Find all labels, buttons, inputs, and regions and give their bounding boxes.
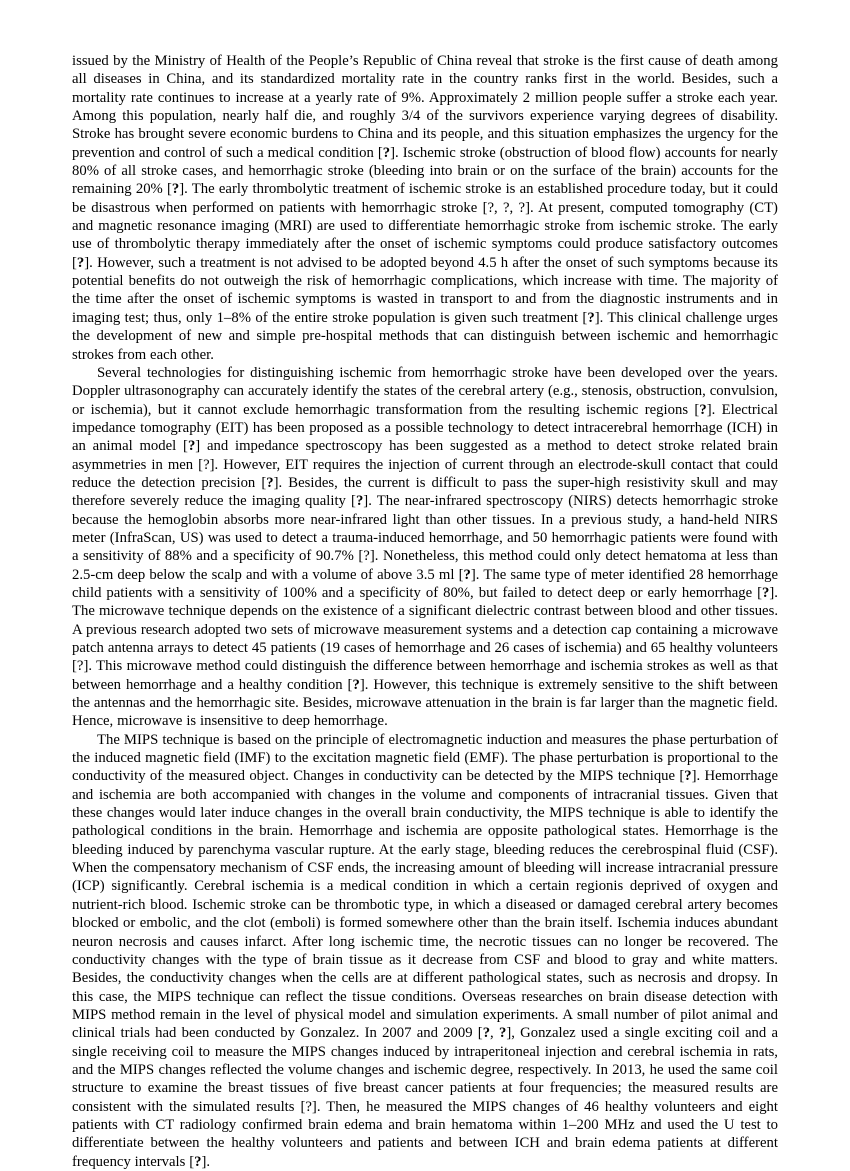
paragraph-2: Several technologies for distinguishing ischemic from hemorrhagic stroke have been developed over the years. Doppler ultrasonography can accurately identify the states of the cerebral artery (e.g., stenosis, obstruction, convulsion, or ischemia), but it cannot exclude hemorrhagic transformation from the resulting ischemic regions [?]. Electrical impedance tomography (EIT) has been proposed as a possible technology to detect intracerebral hemorrhage (ICH) in an animal model [?] and impedance spectroscopy has been suggested as a method to detect stroke related brain asymmetries in men [?]. However, EIT requires the injection of current through an electrode-skull contact that could reduce the detection precision [?]. Besides, the current is difficult to pass the super-high resistivity skull and may therefore severely reduce the imaging quality [?]. The near-infrared spectroscopy (NIRS) detects hemorrhagic stroke because the hemoglobin absorbs more near-infrared light than other tissues. In a previous study, a hand-held NIRS meter (InfraScan, US) was used to detect a trauma-induced hemorrhage, and 50 hemorrhagic patients were found with a sensitivity of 88% and a specificity of 90.7% [?]. Nonetheless, this method could only detect hematoma at less than 2.5-cm deep below the scalp and with a volume of above 3.5 ml [?]. The same type of meter identified 28 hemorrhage child patients with a sensitivity of 100% and a specificity of 80%, but failed to detect deep or early hemorrhage [?]. The microwave technique depends on the existence of a significant dielectric contrast between blood and other tissues. A previous research adopted two sets of microwave measurement systems and a detection cap containing a microwave patch antenna arrays to detect 45 patients (19 cases of hemorrhage and 26 cases of ischemia) and 65 healthy volunteers [?]. This microwave method could distinguish the difference between hemorrhage and ischemia strokes as well as that between hemorrhage and a healthy condition [?]. However, this technique is extremely sensitive to the shift between the antennas and the hemorrhagic site. Besides, microwave attenuation in the brain is far larger than the magnetic field. Hence, microwave is insensitive to deep hemorrhage.: [72, 364, 779, 730]
body-text-column: [72, 52, 778, 1171]
paragraph-1: issued by the Ministry of Health of the People’s Republic of China reveal that stroke is the first cause of death among all diseases in China, and its standardized mortality rate in the country ranks first in the world. Besides, such a mortality rate continues to increase at a yearly rate of 9%. Approximately 2 million people suffer a stroke each year. Among this population, nearly half die, and roughly 3/4 of the survivors experience varying degrees of disability. Stroke has brought severe economic burdens to China and its people, and this situation emphasizes the urgency for the prevention and control of such a medical condition [?]. Ischemic stroke (obstruction of blood flow) accounts for nearly 80% of all stroke cases, and hemorrhagic stroke (bleeding into brain or on the surface of the brain) accounts for the remaining 20% [?]. The early thrombolytic treatment of ischemic stroke is an established procedure today, but it could be disastrous when performed on patients with hemorrhagic stroke [?, ?, ?]. At present, computed tomography (CT) and magnetic resonance imaging (MRI) are used to differentiate hemorrhagic stroke from ischemic stroke. The early use of thrombolytic therapy immediately after the onset of ischemic symptoms could produce satisfactory outcomes [?]. However, such a treatment is not advised to be adopted beyond 4.5 h after the onset of such symptoms because its potential benefits do not outweigh the risk of hemorrhagic complications, which increase with time. The majority of the time after the onset of ischemic symptoms is wasted in transport to and from the diagnostic instruments and in imaging test; thus, only 1–8% of the entire stroke population is given such treatment [?]. This clinical challenge urges the development of new and simple pre-hospital methods that can distinguish between ischemic and hemorrhagic strokes from each other.: [72, 53, 778, 363]
paragraph-3: The MIPS technique is based on the principle of electromagnetic induction and measures the phase perturbation of the induced magnetic field (IMF) to the excitation magnetic field (EMF). The phase perturbation is proportional to the conductivity of the measured object. Changes in conductivity can be detected by the MIPS technique [?]. Hemorrhage and ischemia are both accompanied with changes in the volume and components of intracranial tissues. Given that these changes would later induce changes in the overall brain conductivity, the MIPS technique is able to identify the pathological conditions in the brain. Hemorrhage and ischemia are opposite pathological states. Hemorrhage is the bleeding induced by parenchyma vascular rupture. At the early stage, bleeding reduces the cerebrospinal fluid (CSF). When the compensatory mechanism of CSF ends, the increasing amount of bleeding will increase intracranial pressure (ICP) significantly. Cerebral ischemia is a medical condition in which a certain regionis deprived of oxygen and nutrient-rich blood. Ischemic stroke can be thrombotic type, in which a diseased or damaged cerebral artery becomes blocked or embolic, and the clot (emboli) is formed somewhere other than the brain itself. Ischemia induces abundant neuron necrosis and causes infarct. After long ischemic time, the necrotic tissues can no longer be recovered. The conductivity changes with the type of brain tissue as it decrease from CSF and blood to gray and white matters. Besides, the conductivity changes when the cells are at different pathological states, such as necrosis and dropsy. In this case, the MIPS technique can reflect the tissue conditions. Overseas researches on brain disease detection with MIPS method remain in the level of physical model and simulation experiments. A small number of pilot animal and clinical trials had been conducted by Gonzalez. In 2007 and 2009 [?, ?], Gonzalez used a single exciting coil and a single receiving coil to measure the MIPS changes induced by intraperitoneal injection and cerebral ischemia in rats, and the MIPS changes reflected the volume changes and ischemic degree, respectively. In 2013, he used the same coil structure to examine the breast tissues of five breast cancer patients at four frequencies; the measured results are consistent with the simulated results [?]. Then, he measured the MIPS changes of 46 healthy volunteers and eight patients with CT radiology confirmed brain edema and brain hematoma within 1–200 MHz and used the U test to differentiate between the healthy volunteers and patients and between ICH and brain edema patients at different frequency intervals [?].: [72, 731, 779, 1170]
